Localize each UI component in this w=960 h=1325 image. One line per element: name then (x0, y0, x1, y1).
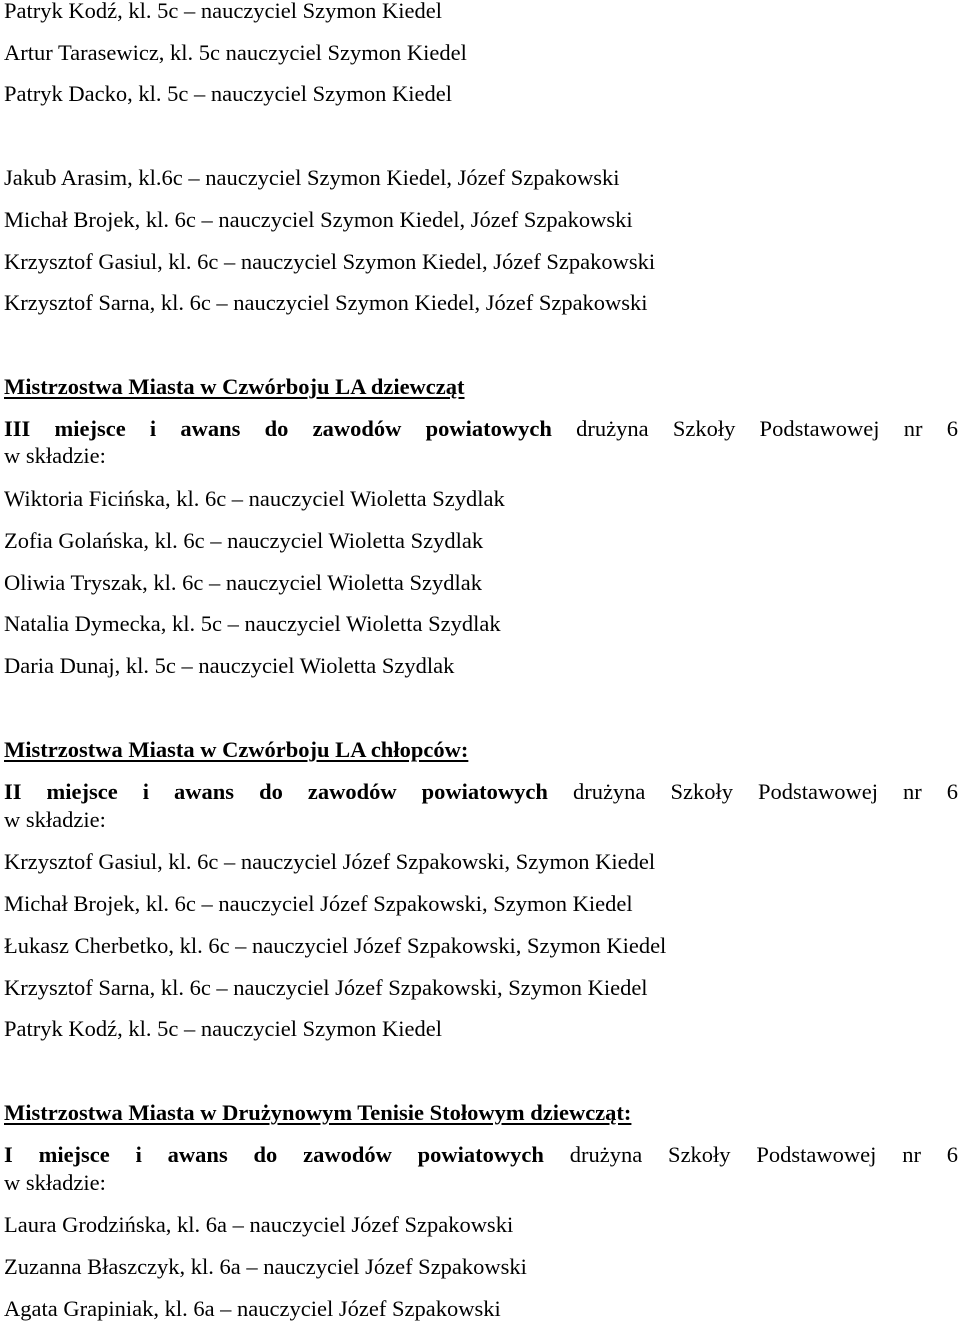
award-tail: w składzie: (4, 1170, 106, 1195)
list-item: Michał Brojek, kl. 6c – nauczyciel Józef Szpakowski, Szymon Kiedel (4, 891, 633, 916)
list-item: Laura Grodzińska, kl. 6a – nauczyciel Józef Szpakowski (4, 1212, 514, 1237)
award-place: III miejsce i awans do zawodów powiatowych (4, 416, 552, 441)
award-place: II miejsce i awans do zawodów powiatowych (4, 779, 548, 804)
list-item: Krzysztof Gasiul, kl. 6c – nauczyciel Szymon Kiedel, Józef Szpakowski (4, 249, 656, 274)
list-item: Łukasz Cherbetko, kl. 6c – nauczyciel Józef Szpakowski, Szymon Kiedel (4, 933, 667, 958)
award-place: I miejsce i awans do zawodów powiatowych (4, 1142, 544, 1167)
list-item: Oliwia Tryszak, kl. 6c – nauczyciel Wioletta Szydlak (4, 570, 482, 595)
list-item: Agata Grapiniak, kl. 6a – nauczyciel Józef Szpakowski (4, 1296, 501, 1321)
award-line (4, 778, 958, 806)
list-item: Patryk Kodź, kl. 5c – nauczyciel Szymon Kiedel (4, 1016, 443, 1041)
list-item: Daria Dunaj, kl. 5c – nauczyciel Wioletta Szydlak (4, 653, 455, 678)
list-item: Patryk Kodź, kl. 5c – nauczyciel Szymon Kiedel (4, 0, 443, 23)
award-team: drużyna Szkoły Podstawowej nr 6 (572, 779, 959, 804)
list-item: Zuzanna Błaszczyk, kl. 6a – nauczyciel Józef Szpakowski (4, 1254, 527, 1279)
award-tail: w składzie: (4, 807, 106, 832)
award-team: drużyna Szkoły Podstawowej nr 6 (569, 1142, 959, 1167)
list-item: Artur Tarasewicz, kl. 5c nauczyciel Szymon Kiedel (4, 40, 467, 65)
award-line (4, 1141, 958, 1169)
list-item: Jakub Arasim, kl.6c – nauczyciel Szymon Kiedel, Józef Szpakowski (4, 165, 620, 190)
list-item: Krzysztof Sarna, kl. 6c – nauczyciel Szymon Kiedel, Józef Szpakowski (4, 290, 648, 315)
award-line (4, 415, 958, 443)
list-item: Zofia Golańska, kl. 6c – nauczyciel Wioletta Szydlak (4, 528, 484, 553)
section-heading: Mistrzostwa Miasta w Czwórboju LA chłopców: (4, 737, 469, 762)
section-heading: Mistrzostwa Miasta w Czwórboju LA dziewcząt (4, 374, 465, 399)
list-item: Natalia Dymecka, kl. 5c – nauczyciel Wioletta Szydlak (4, 611, 501, 636)
list-item: Patryk Dacko, kl. 5c – nauczyciel Szymon Kiedel (4, 81, 452, 106)
list-item: Krzysztof Gasiul, kl. 6c – nauczyciel Józef Szpakowski, Szymon Kiedel (4, 849, 656, 874)
list-item: Michał Brojek, kl. 6c – nauczyciel Szymon Kiedel, Józef Szpakowski (4, 207, 633, 232)
award-tail: w składzie: (4, 443, 106, 468)
list-item: Krzysztof Sarna, kl. 6c – nauczyciel Józef Szpakowski, Szymon Kiedel (4, 975, 648, 1000)
list-item: Wiktoria Ficińska, kl. 6c – nauczyciel Wioletta Szydlak (4, 486, 505, 511)
award-team: drużyna Szkoły Podstawowej nr 6 (576, 416, 958, 441)
section-heading: Mistrzostwa Miasta w Drużynowym Tenisie Stołowym dziewcząt: (4, 1100, 632, 1125)
